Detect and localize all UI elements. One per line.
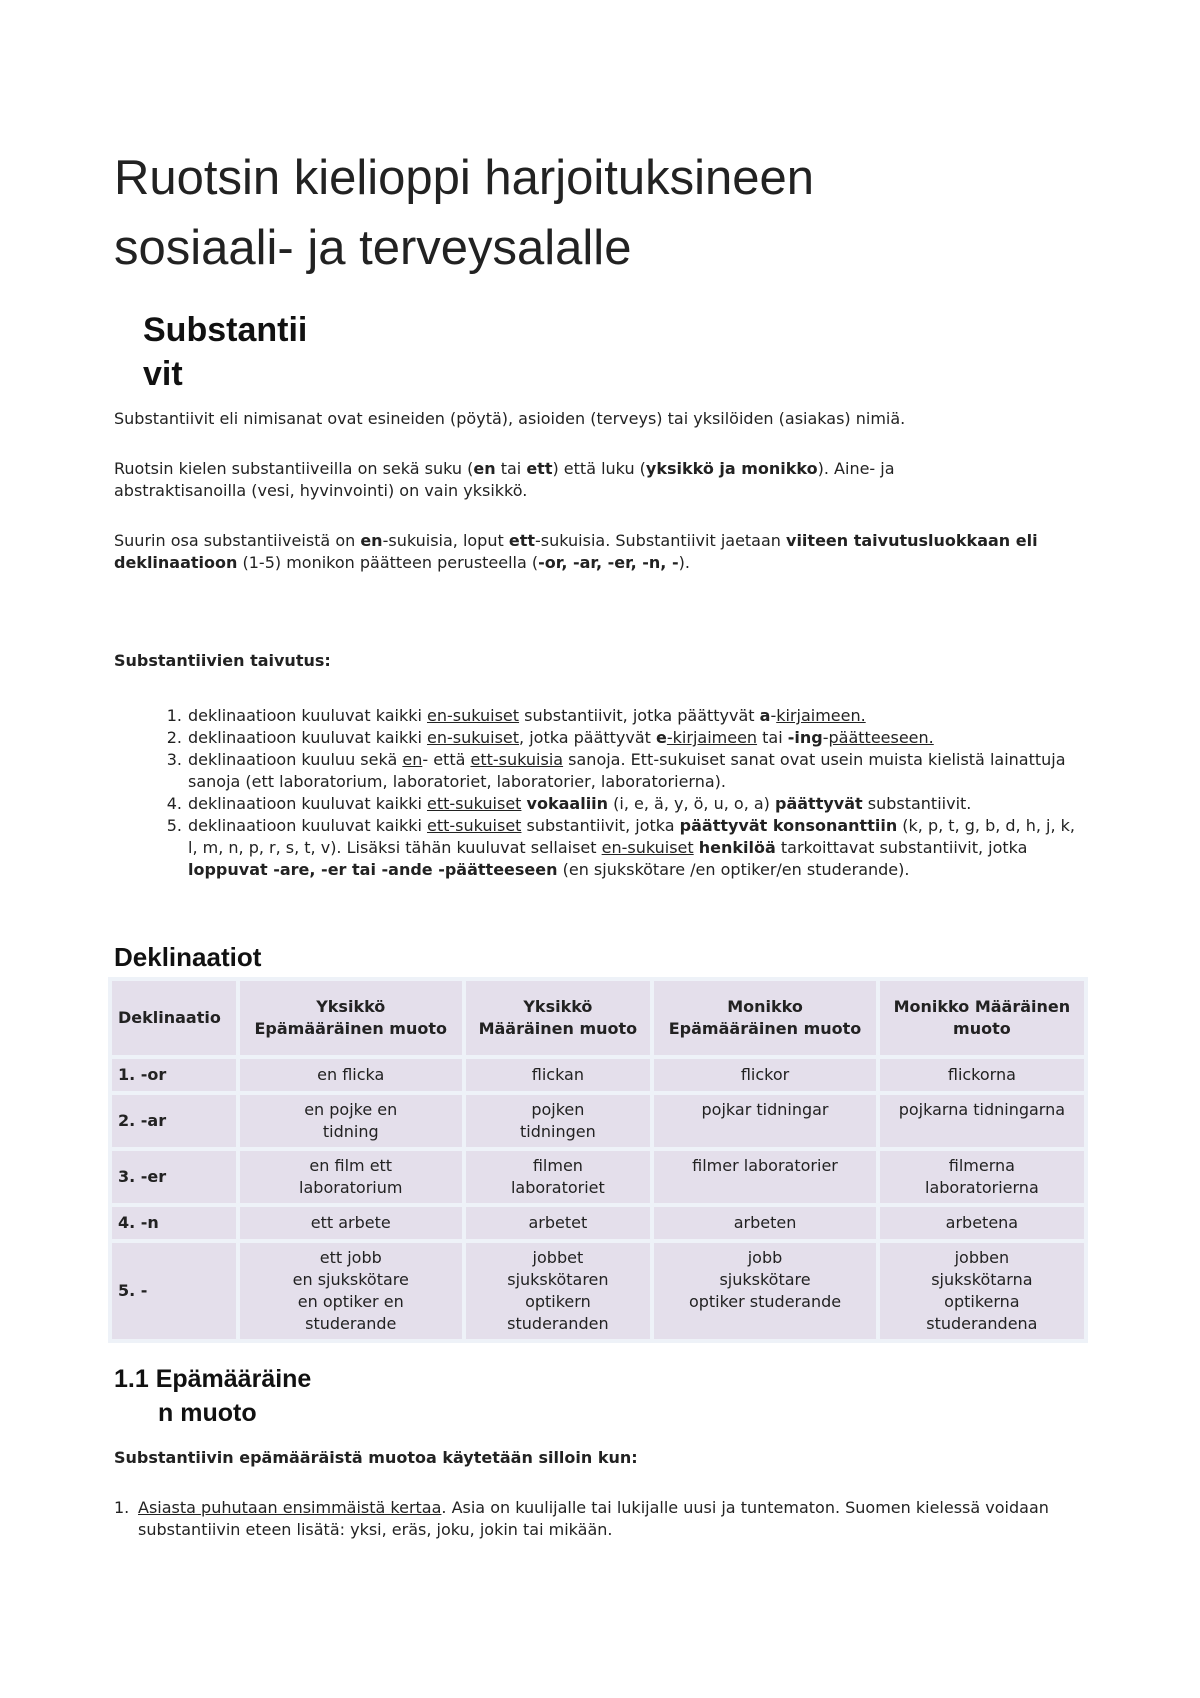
table-cell: pojkarna tidningarna — [880, 1095, 1084, 1147]
list-item: 1. deklinaatioon kuuluvat kaikki en-sukuiset substantiivit, jotka päättyvät a-kirjaimeen. — [166, 706, 866, 725]
table-cell: ett arbete — [240, 1207, 462, 1239]
section-heading-line-2: vit — [143, 355, 183, 393]
table-cell: 5. - — [112, 1243, 236, 1339]
table-cell: filmen laboratoriet — [466, 1151, 651, 1203]
taivutus-heading: Substantiivien taivutus: — [114, 651, 331, 670]
paragraph-gender-number: Ruotsin kielen substantiiveilla on sekä suku (en tai ett) että luku (yksikkö ja monikko). Aine- ja abstraktisanoilla (vesi, hyvinvointi) on vain yksikkö. — [114, 459, 895, 500]
table-cell: pojken tidningen — [466, 1095, 651, 1147]
paragraph-declensions: Suurin osa substantiiveistä on en-sukuisia, loput ett-sukuisia. Substantiivit jaetaan viiteen taivutusluokkaan eli deklinaatioon (1-5) monikon päätteen perusteella (-or, -ar, -er, -n, -). — [114, 531, 1038, 572]
title-line-2: sosiaali- ja terveysalalle — [114, 221, 632, 275]
declension-table — [108, 977, 1088, 1343]
list-item: 4. deklinaatioon kuuluvat kaikki ett-sukuiset vokaaliin (i, e, ä, y, ö, u, o, a) päättyvät substantiivit. — [166, 794, 972, 813]
paragraph-definition: Substantiivit eli nimisanat ovat esineiden (pöytä), asioiden (terveys) tai yksilöiden (asiakas) nimiä. — [114, 409, 906, 428]
table-header-cell: Deklinaatio — [112, 981, 236, 1055]
table-cell: en pojke en tidning — [240, 1095, 462, 1147]
list-item: 3. deklinaatioon kuuluu sekä en- että ett-sukuisia sanoja. Ett-sukuiset sanat ovat usein muista kielistä lainattuja sanoja (ett laboratorium, laboratoriet, laboratorier, laboratorierna). — [166, 750, 1066, 791]
table-cell: flickor — [654, 1059, 876, 1091]
kun-heading: Substantiivin epämääräistä muotoa käytetään silloin kun: — [114, 1448, 638, 1467]
table-cell: arbeten — [654, 1207, 876, 1239]
section-heading-line-1: Substantii — [143, 311, 308, 349]
section-heading-substantiivit — [143, 308, 363, 396]
table-header-cell: Yksikkö Epämääräinen muoto — [240, 981, 462, 1055]
table-cell: arbetet — [466, 1207, 651, 1239]
table-row — [112, 1151, 1084, 1203]
document-title — [114, 143, 1014, 283]
section-heading-line-1: 1.1 Epämääräine — [114, 1365, 312, 1393]
table-header-cell: Yksikkö Määräinen muoto — [466, 981, 651, 1055]
declension-list — [114, 705, 1084, 881]
table-cell: filmerna laboratorierna — [880, 1151, 1084, 1203]
table-cell: flickan — [466, 1059, 651, 1091]
section-heading-epamaarainen — [114, 1362, 311, 1430]
table-cell: 2. -ar — [112, 1095, 236, 1147]
list-item: 5. deklinaatioon kuuluvat kaikki ett-sukuiset substantiivit, jotka päättyvät konsonanttiin (k, p, t, g, b, d, h, j, k, l, m, n, p, r, s, t, v). Lisäksi tähän kuuluvat sellaiset en-sukuiset henkilöä tarkoittavat substantiivit, jotka loppuvat -are, -er tai -ande -päätteeseen (en sjukskötare /en optiker/en studerande). — [166, 816, 1076, 879]
table-row — [112, 1095, 1084, 1147]
table-cell: jobb sjukskötare optiker studerande — [654, 1243, 876, 1339]
table-cell: 3. -er — [112, 1151, 236, 1203]
list-item: 1. Asiasta puhutaan ensimmäistä kertaa. Asia on kuulijalle tai lukijalle uusi ja tuntematon. Suomen kielessä voidaan substantiivin eteen lisätä: yksi, eräs, joku, jokin tai mikään. — [114, 1498, 1049, 1539]
table-cell: pojkar tidningar — [654, 1095, 876, 1147]
table-header-cell: Monikko Määräinen muoto — [880, 981, 1084, 1055]
table-cell: filmer laboratorier — [654, 1151, 876, 1203]
title-line-1: Ruotsin kielioppi harjoituksineen — [114, 151, 815, 205]
table-cell: ett jobb en sjukskötare en optiker en studerande — [240, 1243, 462, 1339]
table-cell: 4. -n — [112, 1207, 236, 1239]
table-cell: en flicka — [240, 1059, 462, 1091]
table-cell: jobben sjukskötarna optikerna studerandena — [880, 1243, 1084, 1339]
table-cell: 1. -or — [112, 1059, 236, 1091]
table-cell: arbetena — [880, 1207, 1084, 1239]
usage-list — [114, 1497, 1089, 1541]
table-row — [112, 1059, 1084, 1091]
table-cell: jobbet sjukskötaren optikern studeranden — [466, 1243, 651, 1339]
table-row — [112, 1207, 1084, 1239]
table-row — [112, 1243, 1084, 1339]
table-cell: en film ett laboratorium — [240, 1151, 462, 1203]
section-heading-line-2: n muoto — [158, 1399, 257, 1427]
table-header-row — [112, 981, 1084, 1055]
list-item: 2. deklinaatioon kuuluvat kaikki en-sukuiset, jotka päättyvät e-kirjaimeen tai -ing-päätteeseen. — [166, 728, 934, 747]
table-cell: flickorna — [880, 1059, 1084, 1091]
table-header-cell: Monikko Epämääräinen muoto — [654, 981, 876, 1055]
deklinaatiot-heading: Deklinaatiot — [114, 942, 262, 972]
